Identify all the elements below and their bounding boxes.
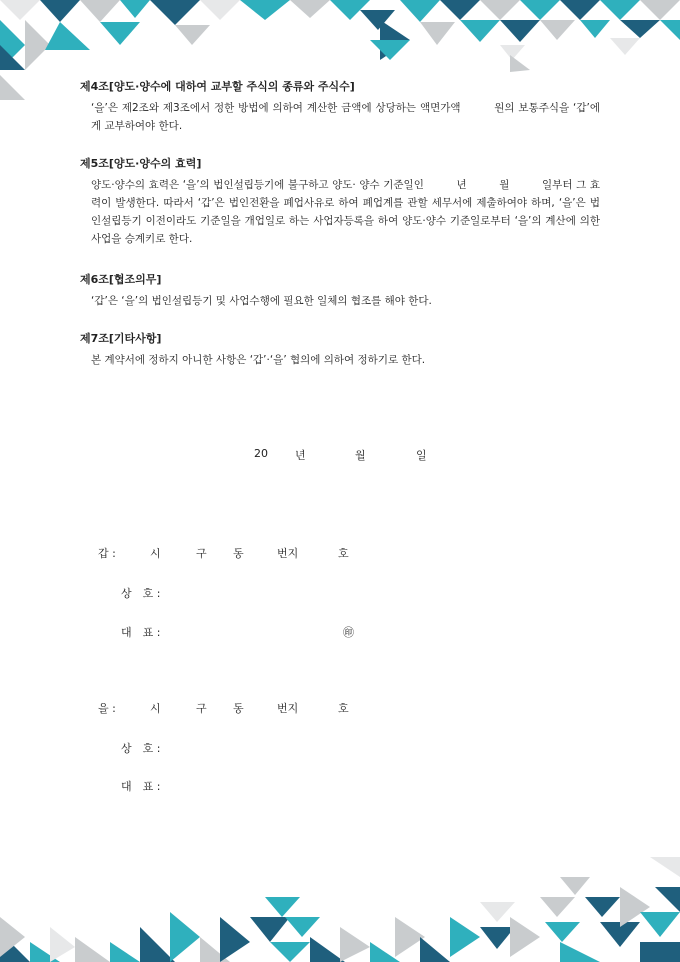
article-6-body: ‘갑’은 ‘을’의 법인설립등기 및 사업수행에 필요한 일체의 협조를 해야 한다. xyxy=(91,295,432,307)
date-year: 년 xyxy=(295,449,306,462)
party-a-si: 시 xyxy=(150,547,161,560)
party-b-rep-label: 대 표 : xyxy=(121,780,161,793)
seal-mark: ㊞ xyxy=(343,626,354,639)
article-7 xyxy=(80,330,600,369)
party-b-label: 을 : xyxy=(98,702,116,715)
party-b-company-label: 상 호 : xyxy=(121,742,161,755)
party-a-company-label: 상 호 : xyxy=(121,587,161,600)
party-a-beonji: 번지 xyxy=(277,547,299,560)
party-a-label: 갑 : xyxy=(98,547,116,560)
bottom-geometric-decoration xyxy=(0,857,680,962)
date-day: 일 xyxy=(416,449,427,462)
article-6-title: 제6조[협조의무] xyxy=(80,273,162,286)
article-5 xyxy=(80,155,600,248)
article-7-title: 제7조[기타사항] xyxy=(80,332,162,345)
article-5-body: 양도·양수의 효력은 ‘을’의 법인설립등기에 불구하고 양도· 양수 기준일인 년 월 일부터 그 효력이 발생한다. 따라서 ‘갑’은 법인전환을 폐업사유로 하여 폐업계를 관할 세무서에 제출하여야 하며, ‘을’은 법인설립등기 이전이라도 기준일을 개업일로 하는 사업자등록을 하여 양도·양수 기준일로부터 ‘을’의 계산에 의한 사업을 승계키로 한다. xyxy=(91,179,600,245)
article-4-body: ‘을’은 제2조와 제3조에서 정한 방법에 의하여 계산한 금액에 상당하는 액면가액 원의 보통주식을 ‘갑’에게 교부하여야 한다. xyxy=(91,102,600,132)
party-b-beonji: 번지 xyxy=(277,702,299,715)
article-5-title: 제5조[양도·양수의 효력] xyxy=(80,157,202,170)
article-7-body: 본 계약서에 정하지 아니한 사항은 ‘갑’·‘을’ 협의에 의하여 정하기로 한다. xyxy=(91,354,426,366)
article-4 xyxy=(80,78,600,135)
party-b-ho: 호 xyxy=(338,702,349,715)
party-a-rep-label: 대 표 : xyxy=(121,626,161,639)
article-6 xyxy=(80,271,600,310)
party-b-gu: 구 xyxy=(196,702,207,715)
article-4-title: 제4조[양도·양수에 대하여 교부할 주식의 종류와 주식수] xyxy=(80,80,355,93)
party-a-gu: 구 xyxy=(196,547,207,560)
party-b-dong: 동 xyxy=(233,702,244,715)
party-a-dong: 동 xyxy=(233,547,244,560)
date-month: 월 xyxy=(355,449,366,462)
party-a-ho: 호 xyxy=(338,547,349,560)
date-year-prefix: 20 xyxy=(254,447,268,460)
party-b-si: 시 xyxy=(150,702,161,715)
